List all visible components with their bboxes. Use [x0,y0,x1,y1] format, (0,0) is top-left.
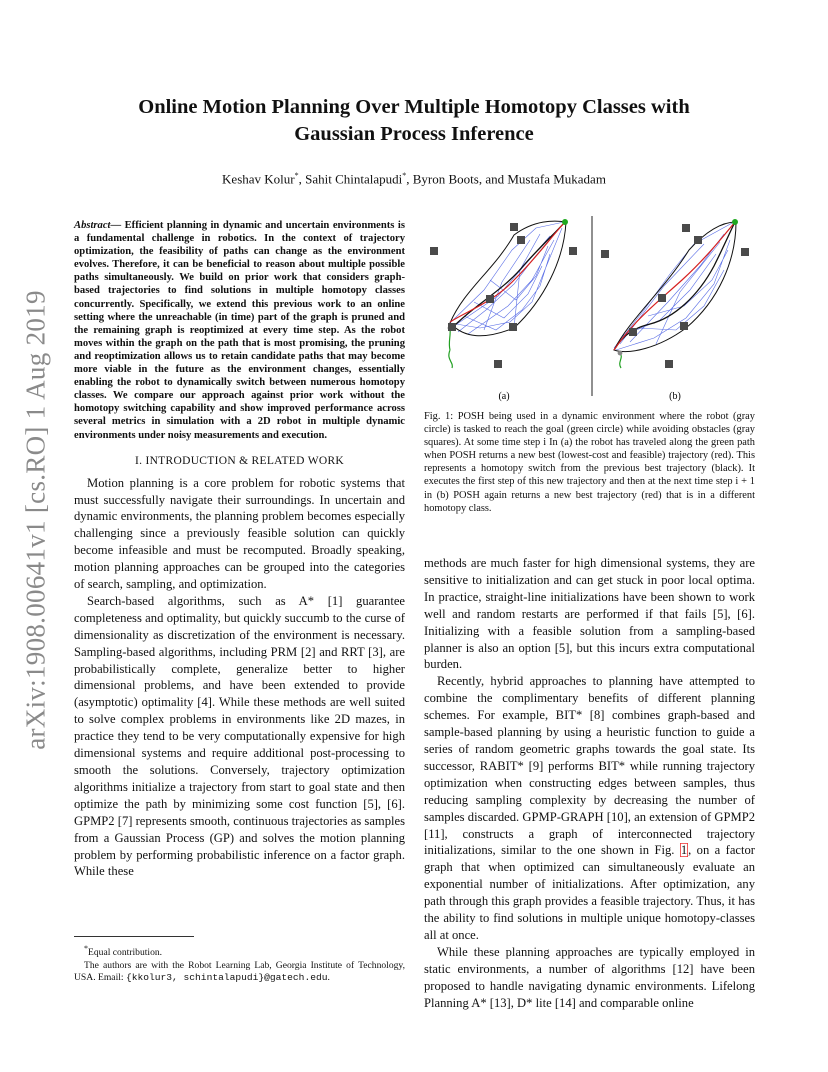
figure-reference-link[interactable]: 1 [680,843,688,858]
panel-a [430,219,577,402]
obstacle-b-3 [694,236,702,244]
obstacle-a-5 [486,295,494,303]
right-paragraph-1: methods are much faster for high dimensional systems, they are sensitive to initialization and can get stuck in poor local optima. In practice, straight-line initializations have been shown to work well and random restarts are performed if that fails [5], [6]. Initializing with a feasible solution from a sampling-based planner is also an option [5], but this incurs extra computational burden. [424,556,755,672]
right-column [424,555,755,1011]
footnote-divider [74,936,194,937]
right-paragraph-2-end: , on a factor graph that when optimized can simultaneously evaluate an exponential number of initializations. After optimization, any path through this graph provides a feasible trajectory. Thus, it has the ability to find solutions in multiple unique homotopy-classes all at once. [424,843,755,942]
footnote-affiliation [74,960,405,985]
author-2: Sahit Chintalapudi [305,171,403,187]
section-heading: I. INTRODUCTION & RELATED WORK [134,454,345,467]
traveled-path-a [449,328,452,368]
arxiv-identifier: arXiv:1908.00641v1 [cs.RO] 1 Aug 2019 [20,290,51,750]
obstacle-a-4 [569,247,577,255]
title-line-2: Gaussian Process Inference [294,123,534,145]
equal-contribution-mark: * [294,171,299,180]
affiliation-end: . [327,972,330,983]
obstacle-b-4 [741,248,749,256]
left-column [74,219,405,880]
intro-paragraph-2: Search-based algorithms, such as A* [1] guarantee completeness and optimality, but quickly succumb to the curse of dimensionality as discretization of the environment is necessary. Sampling-based algorithms, including PRM [2] and RRT [3], are probabilistically complete, generalize better to higher dimensional problems, and have been extended to provide (asymptotic) optimality [4]. While these methods are well suited to solve complex problems in environments like 2D mazes, in practice they tend to be very computationally expensive for high dimensional systems and require additional post-processing to smooth the solutions. Conversely, trajectory optimization algorithms initialize a trajectory from start to goal state and then optimize the path by minimizing some cost function [5], [6]. GPMP2 [7] represents smooth, continuous trajectories as samples from a Gaussian Process (GP) and solves the motion planning problem by performing probabilistic inference on a factor graph. While these [74,593,405,879]
obstacle-b-6 [629,328,637,336]
affiliation-text: The authors are with the Robot Learning Lab, Georgia Institute of Technology, USA. Email: [74,959,405,983]
footnotes [74,943,405,984]
obstacle-a-3 [517,236,525,244]
footnote-mark: * [84,944,88,953]
author-1: Keshav Kolur [222,171,295,187]
caption-text: POSH being used in a dynamic environment where the robot (gray circle) is tasked to reach the goal (green circle) while avoiding obstacles (gray squares). At some time step i In (a) the robot has traveled along the green path when POSH returns a new best (lowest-cost and feasible) trajectory (red). This represents a homotopy switch from the previous best trajectory (black). It executes the first step of this new trajectory and then at the next time step i + 1 in (b) POSH again returns a new best trajectory (red) that is in a different homotopy class. [424,411,755,514]
right-paragraph-3: While these planning approaches are typically employed in static environments, a number of algorithms [12] have been proposed to handle navigating dynamic environments. Lifelong Planning A* [13], D* lite [14] and comparable online [424,944,755,1010]
right-paragraph-2 [424,673,755,944]
panel-b-label: (b) [669,391,681,402]
arxiv-side-stamp [16,285,56,755]
panel-b [601,219,749,402]
obstacle-a-6 [448,323,456,331]
caption-prefix: Fig. 1: [424,411,458,422]
robot-b [618,351,623,356]
equal-contribution-mark-2: * [402,171,407,180]
paper-title [60,94,768,148]
fig-ref-prefix: Fig. [654,843,680,858]
obstacle-a-1 [430,247,438,255]
abstract-text: — Efficient planning in dynamic and uncertain environments is a fundamental challenge in robotics. In the context of trajectory optimization, the feasibility of paths can change as the environment evolves. Therefore, it can be beneficial to reason about multiple possible paths simultaneously. We build on prior work that considers graph-based trajectories to find solutions in multiple homotopy classes concurrently. Specifically, we extend this previous work to an online setting where the unreachable (in time) part of the graph is pruned and the remaining graph is reoptimized at every time step. As the robot moves within the graph on the path that is most promising, the pruning and reoptimization allows us to retain candidate paths that may become more viable in the future as the environment changes, essentially enabling the robot to dynamically switch between numerous homotopy classes. We compare our approach against prior work without the homotopy switching capability and show improved performance across several metrics in simulation with a 2D robot in multiple dynamic environments under noisy measurements and execution. [74,220,405,441]
intro-paragraph-1: Motion planning is a core problem for robotic systems that must successfully navigate their surroundings. In uncertain and dynamic environments, the planning problem becomes especially challenging since a previously feasible solution can quickly become infeasible and must be recomputed. Broadly speaking, motion planning approaches can be grouped into the categories of search, sampling, and optimization. [74,475,405,592]
figure-1-graphic [424,210,759,410]
obstacle-a-2 [510,223,518,231]
figure-1-caption [424,410,755,515]
author-list [60,171,768,187]
panel-a-label: (a) [498,391,510,402]
author-rest: , Byron Boots, and Mustafa Mukadam [406,171,606,187]
obstacle-b-7 [658,294,666,302]
obstacle-b-5 [680,322,688,330]
abstract-label: Abstract [74,220,111,231]
email-address[interactable]: {kkolur3, schintalapudi}@gatech.edu [125,972,328,983]
obstacle-a-7 [509,323,517,331]
footnote-equal-text: Equal contribution. [88,947,163,959]
graph-edges-a [450,222,564,334]
obstacle-a-8 [494,360,502,368]
obstacle-b-8 [665,360,673,368]
abstract [74,219,405,442]
right-paragraph-2-text: Recently, hybrid approaches to planning have attempted to combine the complimentary benefits of different planning schemes. For example, BIT* [8] combines graph-based and sample-based planning by using a heuristic function to guide a series of random geometric graphs towards the goal state. Its successor, RABIT* [9] performs BIT* while running trajectory optimization when constructing edges between samples, thus reducing sampling complexity by decreasing the number of samples discarded. GPMP-GRAPH [10], an extension of GPMP2 [11], constructs a graph of interconnected trajectory initializations, similar to the one shown in [424,674,755,858]
author-separator: , [298,171,306,187]
footnote-equal-contribution [74,943,405,960]
figure-1 [424,210,759,410]
title-line-1: Online Motion Planning Over Multiple Homotopy Classes with [138,96,690,118]
goal-a [562,219,568,225]
obstacle-b-2 [682,224,690,232]
goal-b [732,219,738,225]
obstacle-b-1 [601,250,609,258]
best-trajectory-a [450,222,565,322]
